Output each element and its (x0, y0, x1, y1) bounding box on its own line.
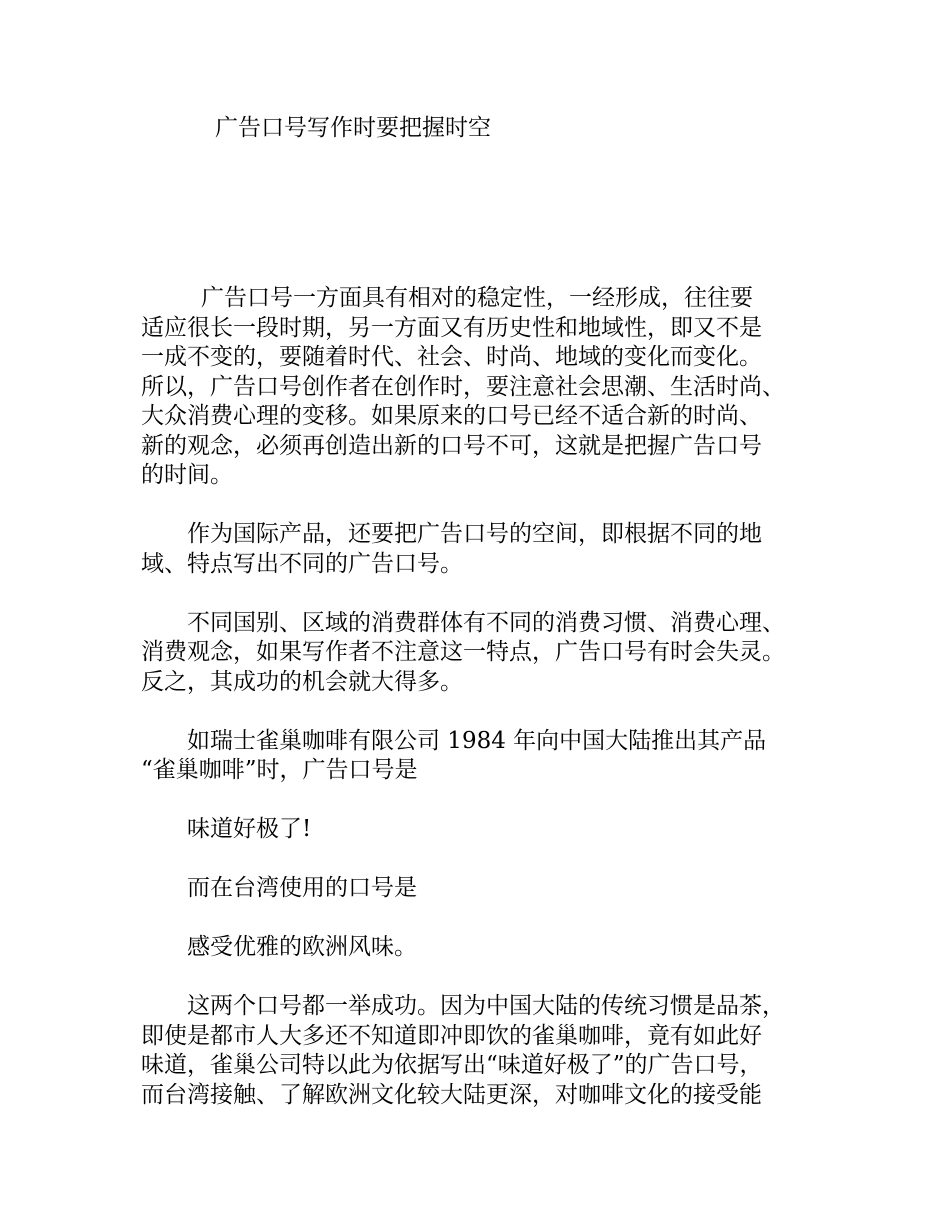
text-line: 消费观念，如果写作者不注意这一特点，广告口号有时会失灵。 (141, 639, 785, 665)
text-line: 一成不变的，要随着时代、社会、时尚、地域的变化而变化。 (141, 344, 762, 370)
text-line: 如瑞士雀巢咖啡有限公司 1984 年向中国大陆推出其产品 (187, 727, 767, 754)
text-line: 而台湾接触、了解欧洲文化较大陆更深，对咖啡文化的接受能 (141, 1081, 762, 1108)
paragraph-taiwan-intro (141, 874, 841, 904)
text-line: 作为国际产品，还要把广告口号的空间，即根据不同的地 (187, 521, 762, 547)
text-line: 新的观念，必须再创造出新的口号不可，这就是把握广告口号 (141, 432, 762, 459)
text-line: 广告口号一方面具有相对的稳定性，一经形成，往往要 (201, 285, 753, 311)
text-line: 感受优雅的欧洲风味。 (187, 934, 417, 960)
paragraph-time (141, 284, 841, 491)
paragraph-analysis (141, 992, 841, 1110)
text-line: “雀巢咖啡”时，广告口号是 (141, 757, 418, 783)
text-line: 味道，雀巢公司特以此为依据写出“味道好极了”的广告口号， (141, 1052, 763, 1078)
paragraph-taiwan-slogan (141, 933, 841, 963)
text-line: 即使是都市人大多还不知道即冲即饮的雀巢咖啡，竟有如此好 (141, 1022, 762, 1049)
text-line: 而在台湾使用的口号是 (187, 875, 417, 901)
text-line: 的时间。 (141, 462, 233, 488)
text-line: 味道好极了! (187, 816, 312, 842)
paragraph-regions (141, 609, 841, 698)
document-body (141, 284, 841, 1140)
paragraph-nestle-example (141, 727, 841, 786)
text-line: 域、特点写出不同的广告口号。 (141, 550, 463, 577)
text-line: 大众消费心理的变移。如果原来的口号已经不适合新的时尚、 (141, 403, 762, 429)
paragraph-mainland-slogan (141, 815, 841, 845)
text-line: 所以，广告口号创作者在创作时，要注意社会思潮、生活时尚、 (141, 373, 785, 400)
text-line: 适应很长一段时期，另一方面又有历史性和地域性，即又不是 (141, 314, 762, 341)
paragraph-space (141, 520, 841, 579)
text-line: 这两个口号都一举成功。因为中国大陆的传统习惯是品茶， (187, 993, 785, 1019)
document-title: 广告口号写作时要把握时空 (215, 115, 491, 141)
text-line: 不同国别、区域的消费群体有不同的消费习惯、消费心理、 (187, 609, 785, 636)
text-line: 反之，其成功的机会就大得多。 (141, 668, 463, 695)
